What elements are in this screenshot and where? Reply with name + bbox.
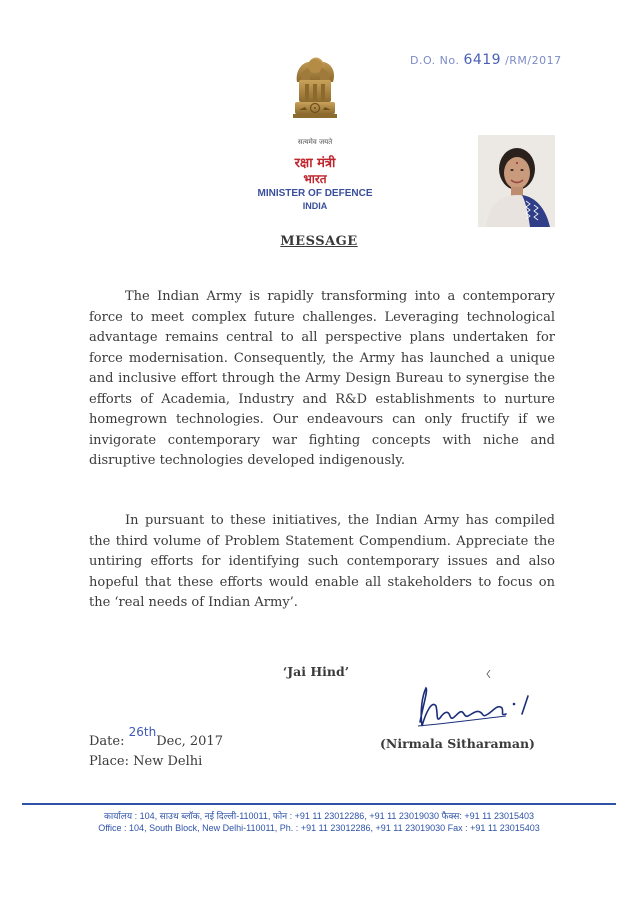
title-english-minister: MINISTER OF DEFENCE — [257, 188, 373, 199]
title-hindi-country: भारत — [303, 172, 327, 186]
minister-portrait-photo — [478, 135, 555, 227]
date-label: Date: — [89, 734, 125, 749]
footer-address-hindi: कार्यालय : 104, साउथ ब्लॉक, नई दिल्ली-110011, फोन : +91 11 23012286, +91 11 23019030 फैक्स: +91 11 23015403 — [103, 811, 535, 821]
reference-prefix: D.O. No. — [410, 54, 460, 67]
reference-handwritten-number: 6419 — [463, 52, 502, 68]
footer-divider — [22, 803, 616, 805]
footer-address-english: Office : 104, South Block, New Delhi-110011, Ph. : +91 11 23012286, +91 11 23019030 Fax : +91 11 23015403 — [98, 823, 540, 833]
date-line — [89, 725, 223, 749]
date-month-year: Dec, 2017 — [156, 734, 223, 749]
handwritten-signature — [402, 682, 552, 734]
reference-suffix: /RM/2017 — [505, 54, 562, 67]
title-english-country: INDIA — [302, 201, 328, 211]
reference-number — [410, 52, 562, 68]
emblem-motto: सत्यमेव जयते — [297, 138, 333, 146]
date-day-handwritten: 26th — [128, 725, 157, 739]
title-hindi-minister: रक्षा मंत्री — [294, 156, 336, 171]
place-value: New Delhi — [133, 754, 203, 769]
message-paragraph-2: In pursuant to these initiatives, the Indian Army has compiled the third volume of Problem Statement Compendium. Appreciate the untiring efforts for identifying such contemporary issues and also hopeful that these efforts would enable all stakeholders to focus on the ‘real needs of Indian Army’. — [89, 513, 555, 610]
place-line — [89, 754, 202, 769]
signee-name: (Nirmala Sitharaman) — [380, 736, 535, 751]
message-paragraph-1: The Indian Army is rapidly transforming into a contemporary force to meet complex future challenges. Leveraging technological advantage remains central to all perspective plans undertaken for force modernisation. Consequently, the Army has launched a unique and inclusive effort through the Army Design Bureau to synergise the efforts of Academia, Industry and R&D establishments to nurture homegrown technologies. Our endeavours can only fructify if we invigorate contemporary war fighting concepts with niche and disruptive technologies developed indigenously. — [89, 289, 555, 468]
state-emblem-icon — [283, 52, 347, 144]
message-heading: MESSAGE — [280, 234, 358, 249]
place-label: Place: — [89, 754, 130, 769]
pen-mark-icon — [486, 670, 492, 678]
closing-salutation: ‘Jai Hind’ — [282, 664, 350, 679]
